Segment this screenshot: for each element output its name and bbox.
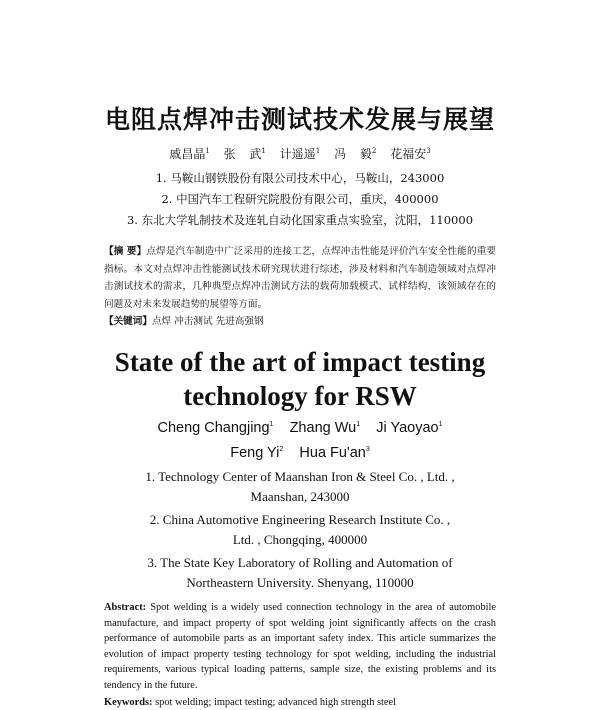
en-authors-line: [0, 414, 600, 439]
en-affiliation-line: Maanshan, 243000: [250, 488, 350, 504]
zh-author: 冯 毅$^2$: [334, 147, 377, 161]
zh-affiliation: 1. 马鞍山钢铁股份有限公司技术中心，马鞍山，243000: [155, 171, 445, 185]
en-title-line: State of the art of impact testing: [114, 347, 486, 377]
english-authors: [0, 414, 600, 464]
en-affiliation-line: 2. China Automotive Engineering Research Institute Co. ,: [149, 512, 451, 527]
zh-author: 戚昌晶$^1$: [169, 147, 210, 161]
en-affiliation: [0, 553, 600, 592]
en-title-line: technology for RSW: [183, 381, 417, 411]
english-title: [0, 345, 600, 413]
english-abstract: [104, 600, 496, 694]
chinese-title: 电阻点焊冲击测试技术发展与展望: [104, 105, 495, 134]
en-keywords-text: spot welding; impact testing; advanced high strength steel: [152, 697, 397, 708]
en-abstract-label: Abstract:: [104, 602, 147, 613]
zh-author: 张 武$^1$: [223, 147, 266, 161]
en-affiliation-line: 3. The State Key Laboratory of Rolling and Automation of: [147, 555, 453, 570]
english-affiliations: [0, 467, 600, 596]
en-affiliation-line: Ltd. , Chongqing, 400000: [232, 531, 368, 547]
en-authors-line: [0, 439, 600, 464]
chinese-authors: [0, 145, 600, 162]
zh-abstract-text: 点焊是汽车制造中广泛采用的连接工艺，点焊冲击性能是评价汽车安全性能的重要指标。本文对点焊冲击性能测试技术研究现状进行综述，涉及材料和汽车制造领域对点焊冲击测试技术的需求，几种典型点焊冲击测试方法的载荷加载模式、试样结构，该领域存在的问题及对未来发展趋势的展望等方面。: [104, 246, 497, 310]
zh-author: 计遥遥$^1$: [279, 147, 321, 161]
en-author: Cheng Changjing$^1$: [157, 419, 274, 436]
en-author: Hua $Fu'an^3$: [299, 444, 370, 461]
zh-affiliation: 2. 中国汽车工程研究院股份有限公司，重庆，400000: [161, 192, 439, 206]
english-keywords: [104, 695, 496, 710]
zh-keywords-text: 点焊 冲击测试 先进高强钢: [151, 316, 264, 328]
en-abstract-text: Spot welding is a widely used connection technology in the area of automobile manufacture, and impact property of spot welding joint significantly affects on the crash performance of automobile parts as an important safety index. This article summarizes the evolution of impact property testing technology for spot welding, including the industrial requirements, various typical loading patterns, sample size, the existing problems and its tendency in the future.: [104, 602, 496, 691]
en-author: Feng Yi$^2$: [230, 444, 284, 461]
zh-abstract-label: 【摘 要】: [104, 246, 147, 257]
en-affiliation-line: Northeastern University. Shenyang, 110000: [186, 574, 414, 590]
en-affiliation-line: 1. Technology Center of Maanshan Iron & Steel Co. , Ltd. ,: [145, 469, 455, 484]
zh-author: 花福安$^3$: [390, 147, 431, 161]
en-affiliation: [0, 510, 600, 549]
en-author: Ji Yaoyao$^1$: [376, 419, 443, 436]
zh-keywords-label: 【关键词】: [104, 316, 152, 328]
en-keywords-label: Keywords:: [104, 697, 153, 708]
chinese-abstract: [104, 243, 496, 331]
zh-affiliation: 3. 东北大学轧制技术及连轧自动化国家重点实验室，沈阳，110000: [126, 213, 474, 227]
en-author: Zhang Wu$^1$: [289, 419, 361, 436]
en-affiliation: [0, 467, 600, 506]
